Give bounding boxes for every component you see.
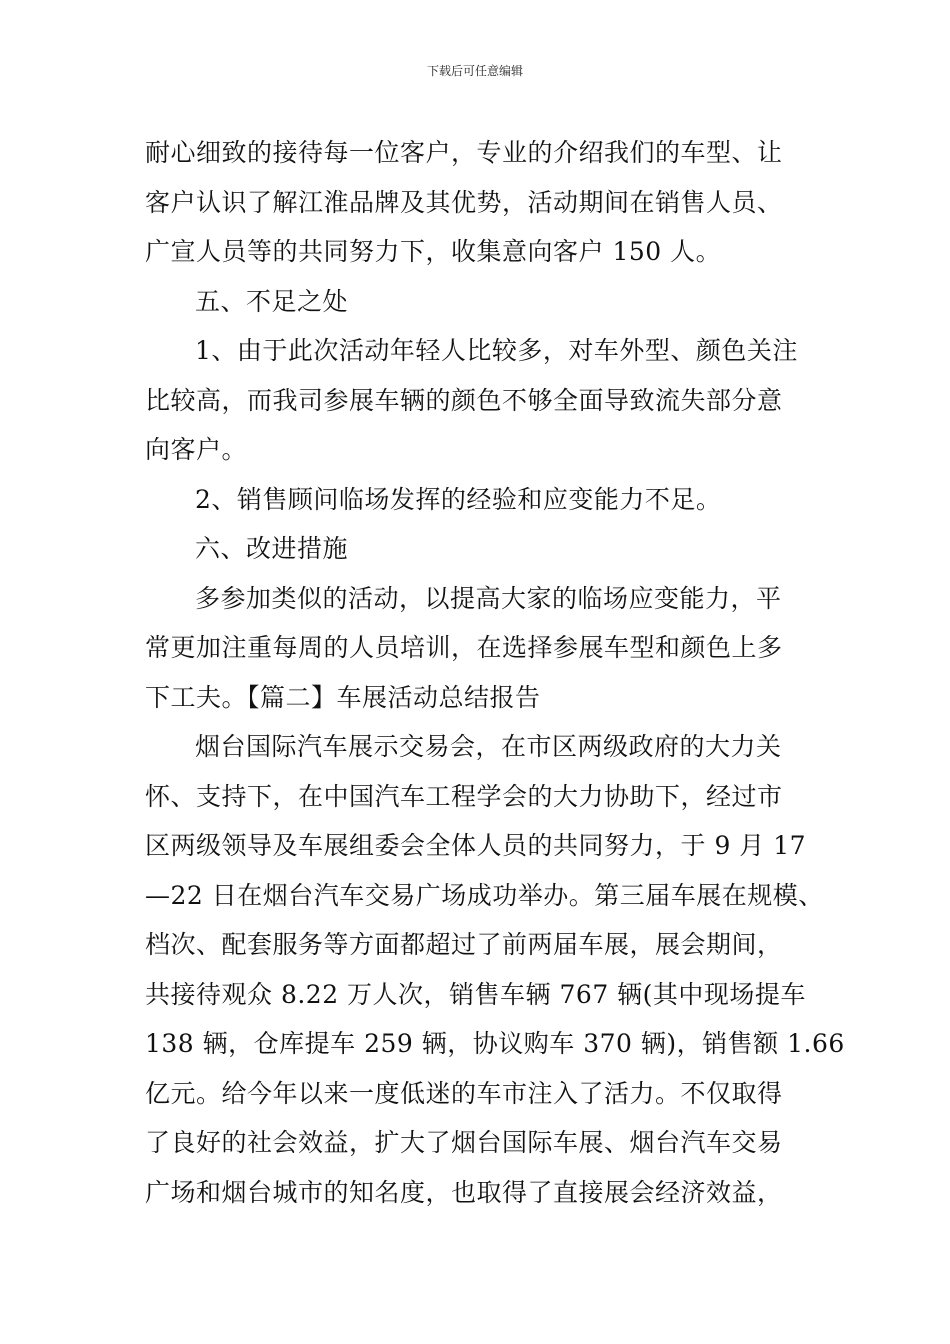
paragraph-line: 区两级领导及车展组委会全体人员的共同努力，于 9 月 17 <box>145 831 807 860</box>
paragraph-line: 向客户。 <box>145 435 248 464</box>
paragraph-line: 138 辆，仓库提车 259 辆，协议购车 370 辆)，销售额 1.66 <box>145 1029 845 1058</box>
section-heading: 六、改进措施 <box>195 534 349 563</box>
paragraph-line: 常更加注重每周的人员培训，在选择参展车型和颜色上多 <box>145 633 783 662</box>
paragraph-line: 比较高，而我司参展车辆的颜色不够全面导致流失部分意 <box>145 385 783 415</box>
paragraph-line: 烟台国际汽车展示交易会，在市区两级政府的大力关 <box>195 732 782 761</box>
paragraph-line: 档次、配套服务等方面都超过了前两届车展，展会期间， <box>145 930 783 959</box>
document-body <box>145 128 845 1217</box>
paragraph-line: 广场和烟台城市的知名度，也取得了直接展会经济效益， <box>145 1177 783 1207</box>
section-heading: 五、不足之处 <box>195 286 349 316</box>
page-header: 下载后可任意编辑 <box>426 64 523 78</box>
paragraph-line: 耐心细致的接待每一位客户，专业的介绍我们的车型、让 <box>145 138 783 167</box>
paragraph-line: 下工夫。【篇二】车展活动总结报告 <box>145 682 541 712</box>
paragraph-line: 广宣人员等的共同努力下，收集意向客户 150 人。 <box>145 237 722 266</box>
paragraph-line: 怀、支持下，在中国汽车工程学会的大力协助下，经过市 <box>145 781 783 811</box>
paragraph-line: —22 日在烟台汽车交易广场成功举办。第三届车展在规模、 <box>145 880 824 910</box>
paragraph-line: 2、销售顾问临场发挥的经验和应变能力不足。 <box>195 484 722 514</box>
paragraph-line: 了良好的社会效益，扩大了烟台国际车展、烟台汽车交易 <box>145 1128 783 1157</box>
paragraph-line: 多参加类似的活动，以提高大家的临场应变能力，平 <box>195 583 782 613</box>
paragraph-line: 共接待观众 8.22 万人次，销售车辆 767 辆(其中现场提车 <box>145 979 806 1009</box>
paragraph-line: 1、由于此次活动年轻人比较多，对车外型、颜色关注 <box>195 336 798 365</box>
paragraph-line: 亿元。给今年以来一度低迷的车市注入了活力。不仅取得 <box>145 1078 783 1108</box>
paragraph-line: 客户认识了解江淮品牌及其优势，活动期间在销售人员、 <box>145 187 783 217</box>
